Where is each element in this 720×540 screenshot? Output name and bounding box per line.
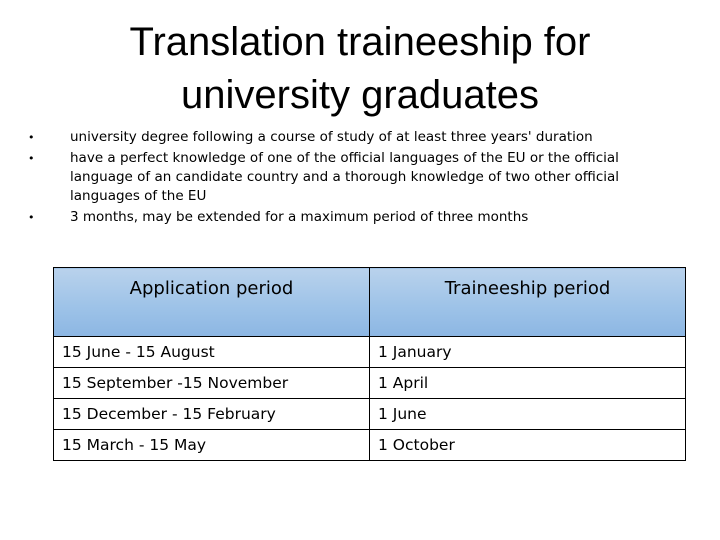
bullet-icon: •: [28, 211, 35, 224]
application-period-cell: 15 September -15 November: [54, 368, 370, 399]
bullet-text: university degree following a course of study of at least three years' duration: [70, 129, 593, 145]
bullet-text: have a perfect knowledge of one of the official languages of the EU or the official language of an candidate country and a thorough knowledge of two other official languages of the EU: [70, 150, 620, 204]
traineeship-period-cell: 1 June: [370, 399, 686, 430]
table-row: [54, 399, 686, 430]
slide-title: [60, 16, 660, 122]
application-period-cell: 15 December - 15 February: [54, 399, 370, 430]
traineeship-period-cell: 1 October: [370, 430, 686, 461]
list-item: [26, 208, 686, 227]
traineeship-period-cell: 1 January: [370, 337, 686, 368]
bullet-icon: •: [28, 131, 35, 144]
title-line-2: university graduates: [181, 73, 539, 117]
table-row: [54, 430, 686, 461]
table-header-row: [54, 268, 686, 337]
traineeship-period-cell: 1 April: [370, 368, 686, 399]
application-period-cell: 15 March - 15 May: [54, 430, 370, 461]
periods-table: [53, 267, 686, 461]
bullet-icon: •: [28, 152, 35, 165]
table-row: [54, 337, 686, 368]
title-line-1: Translation traineeship for: [129, 20, 591, 64]
list-item: [26, 149, 686, 206]
bullet-text: 3 months, may be extended for a maximum period of three months: [70, 209, 529, 225]
bullet-list: [26, 128, 686, 229]
list-item: [26, 128, 686, 147]
header-traineeship-period: Traineeship period: [370, 268, 686, 337]
table-row: [54, 368, 686, 399]
application-period-cell: 15 June - 15 August: [54, 337, 370, 368]
header-application-period: Application period: [54, 268, 370, 337]
